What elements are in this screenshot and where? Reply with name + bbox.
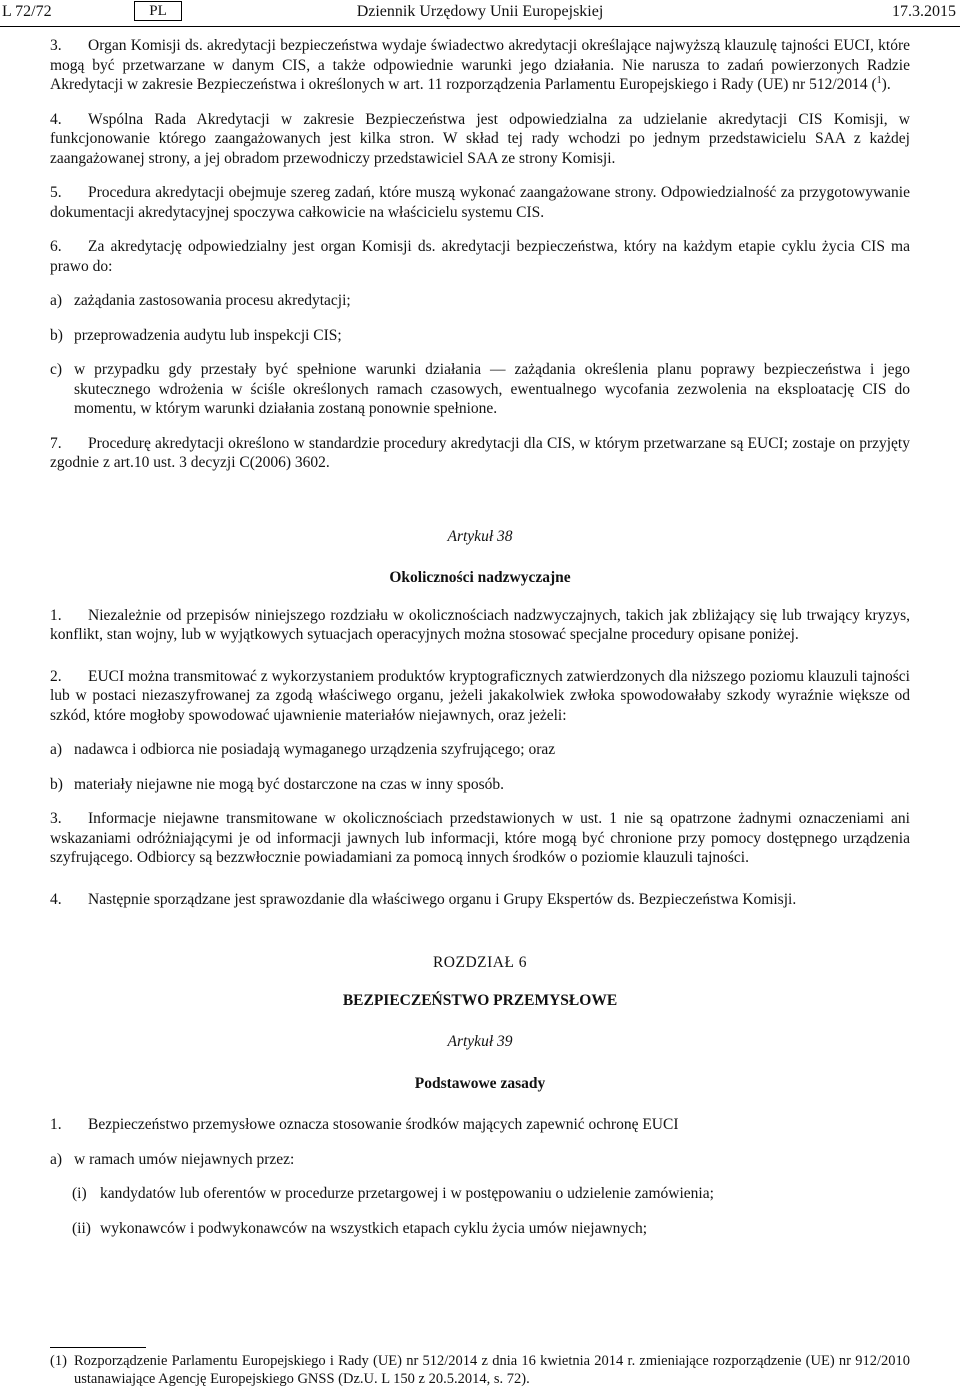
paragraph-text: Za akredytację odpowiedzialny jest organ Komisji ds. akredytacji bezpieczeństwa, który na każdym etapie cyklu życia CIS ma prawo do: <box>50 238 910 275</box>
footnote-text: Rozporządzenie Parlamentu Europejskiego i Rady (UE) nr 512/2014 z dnia 16 kwietnia 2014 r. zmieniające rozporządzenie (UE) nr 912/2010 ustanawiające Agencję Europejskiego GNSS (Dz.U. L 150 z 20.5.2014, s. 72). <box>74 1353 910 1387</box>
paragraph-number: 7. <box>50 434 62 452</box>
paragraph-number: 5. <box>50 184 62 201</box>
paragraph-text: Informacje niejawne transmitowane w okolicznościach przedstawionych w ust. 1 nie są opatrzone żadnymi oznaczeniami ani wskazaniami odróżniającymi je od informacji jawnych lub informacji, które mogą być chronione przy pomocy dostępnego urządzenia szyfrującego. Odbiorcy są bezzwłocznie powiadamiani za pomocą innych środków o poziomie klauzuli tajności. <box>50 810 910 866</box>
article-39-label: Artykuł 39 <box>447 1033 513 1050</box>
language-badge: PL <box>134 1 182 21</box>
art38-paragraph-2 <box>50 667 910 726</box>
footnote-ref[interactable]: 1 <box>876 74 882 86</box>
list-item <box>50 326 910 346</box>
paragraph-6 <box>50 237 910 276</box>
list-item-text: zażądania zastosowania procesu akredytacji; <box>74 292 351 309</box>
list-item <box>50 1150 910 1170</box>
list-item-label: c) <box>50 361 63 378</box>
sub-list-item <box>72 1219 910 1239</box>
list-item-label: a) <box>50 741 63 758</box>
list-item <box>50 740 910 760</box>
paragraph-number: 1. <box>50 606 62 624</box>
list-item-text: materiały niejawne nie mogą być dostarczone na czas w inny sposób. <box>74 775 504 793</box>
paragraph-text: Niezależnie od przepisów niniejszego rozdziału w okolicznościach nadzwyczajnych, takich jak zbliżający się lub trwający kryzys, konflikt, stan wojny, lub w wyjątkowych sytuacjach operacyjnych można stosować specjalne procedury opisane poniżej. <box>50 606 910 643</box>
paragraph-text: Organ Komisji ds. akredytacji bezpieczeństwa wydaje świadectwo akredytacji określające najwyższą klauzulę tajności EUCI, które mogą być przetwarzane w danym CIS, a także odpowiednie warunki jego działania. Nie narusza to zadań powierzonych Radzie Akredytacji w zakresie Bezpieczeństwa i określonych w art. 11 rozporządzenia Parlamentu Europejskiego i Rady (UE) nr 512/2014 ( <box>50 37 910 93</box>
paragraph-text: Bezpieczeństwo przemysłowe oznacza stosowanie środków mających zapewnić ochronę EUCI <box>88 1116 679 1133</box>
sub-list-item-label: (ii) <box>72 1219 91 1237</box>
list-item-label: a) <box>50 1150 63 1168</box>
paragraph-text-end: ). <box>881 76 891 93</box>
paragraph-number: 2. <box>50 667 62 685</box>
paragraph-text: Wspólna Rada Akredytacji w zakresie Bezpieczeństwa jest odpowiedzialna za udzielanie akredytacji CIS Komisji, w funkcjonowanie którego zaangażowanych jest kilka stron. W skład tej rady wchodzi po jednym przedstawicielu SAA z każdej zaangażowanej strony, a jej obradom przewodniczy przedstawiciel SAA ze strony Komisji. <box>50 110 910 167</box>
paragraph-text: EUCI można transmitować z wykorzystaniem produktów kryptograficznych zatwierdzonych dla niższego poziomu klauzuli tajności lub w postaci niezaszyfrowanej za zgodą właściwego organu, jeżeli jakakolwiek zwłoka spowodowałaby szkody wyraźnie większe od szkód, które mogłoby spowodować ujawnienie materiałów niejawnych, oraz jeżeli: <box>50 667 910 724</box>
document-body <box>50 36 910 1253</box>
page-number: L 72/72 <box>2 3 52 20</box>
paragraph-text: Następnie sporządzane jest sprawozdanie dla właściwego organu i Grupy Ekspertów ds. Bezpieczeństwa Komisji. <box>88 890 797 908</box>
chapter-6-title: BEZPIECZEŃSTWO PRZEMYSŁOWE <box>342 991 618 1009</box>
chapter-6-label: ROZDZIAŁ 6 <box>432 954 528 971</box>
footnote-divider <box>50 1347 146 1348</box>
list-item-text: przeprowadzenia audytu lub inspekcji CIS; <box>74 326 342 344</box>
sub-list-item-text: wykonawców i podwykonawców na wszystkich etapach cyklu życia umów niejawnych; <box>100 1219 648 1237</box>
paragraph-number: 6. <box>50 238 62 255</box>
paragraph-number: 1. <box>50 1116 62 1133</box>
list-item-text: w przypadku gdy przestały być spełnione warunki działania — zażądania określenia planu poprawy bezpieczeństwa i jego skutecznego wdrożenia w ściśle określonych ramach czasowych, ewentualnego wycofania zezwolenia na eksploatację CIS do momentu, w którym warunki działania zostaną ponownie spełnione. <box>74 361 910 417</box>
art39-paragraph-1 <box>50 1115 910 1135</box>
list-item-text: nadawca i odbiorca nie posiadają wymaganego urządzenia szyfrującego; oraz <box>74 741 556 758</box>
art38-paragraph-3 <box>50 809 910 868</box>
article-39-title: Podstawowe zasady <box>414 1074 546 1092</box>
paragraph-7 <box>50 434 910 473</box>
article-38-label: Artykuł 38 <box>447 527 513 545</box>
list-item-label: a) <box>50 292 63 309</box>
paragraph-number: 4. <box>50 110 62 128</box>
journal-title: Dziennik Urzędowy Unii Europejskiej <box>356 3 604 20</box>
sub-list-item-text: kandydatów lub oferentów w procedurze przetargowej i w postępowaniu o udzielenie zamówienia; <box>100 1185 714 1202</box>
list-item-label: b) <box>50 775 63 793</box>
paragraph-4 <box>50 110 910 169</box>
footnote <box>50 1353 910 1388</box>
paragraph-text: Procedurę akredytacji określono w standardzie procedury akredytacji dla CIS, w którym przetwarzane są EUCI; zostaje on przyjęty zgodnie z art.10 ust. 3 decyzji C(2006) 3602. <box>50 434 910 471</box>
list-item <box>50 291 910 311</box>
art38-paragraph-4 <box>50 890 910 910</box>
paragraph-5 <box>50 183 910 222</box>
paragraph-number: 3. <box>50 810 62 827</box>
list-item <box>50 360 910 419</box>
paragraph-number: 4. <box>50 890 62 908</box>
list-item-text: w ramach umów niejawnych przez: <box>74 1150 295 1168</box>
paragraph-number: 3. <box>50 37 62 54</box>
sub-list-item <box>72 1184 910 1204</box>
art38-paragraph-1 <box>50 606 910 645</box>
paragraph-3 <box>50 36 910 95</box>
list-item <box>50 775 910 795</box>
footnote-label: (1) <box>50 1353 67 1369</box>
page-header <box>0 0 960 27</box>
article-38-title: Okoliczności nadzwyczajne <box>389 569 571 586</box>
publication-date: 17.3.2015 <box>892 3 956 20</box>
sub-list-item-label: (i) <box>72 1185 87 1202</box>
list-item-label: b) <box>50 326 63 344</box>
paragraph-text: Procedura akredytacji obejmuje szereg zadań, które muszą wykonać zaangażowane strony. Odpowiedzialność za przygotowywanie dokumentacji akredytacyjnej spoczywa całkowicie na właścicielu systemu CIS. <box>50 184 910 221</box>
